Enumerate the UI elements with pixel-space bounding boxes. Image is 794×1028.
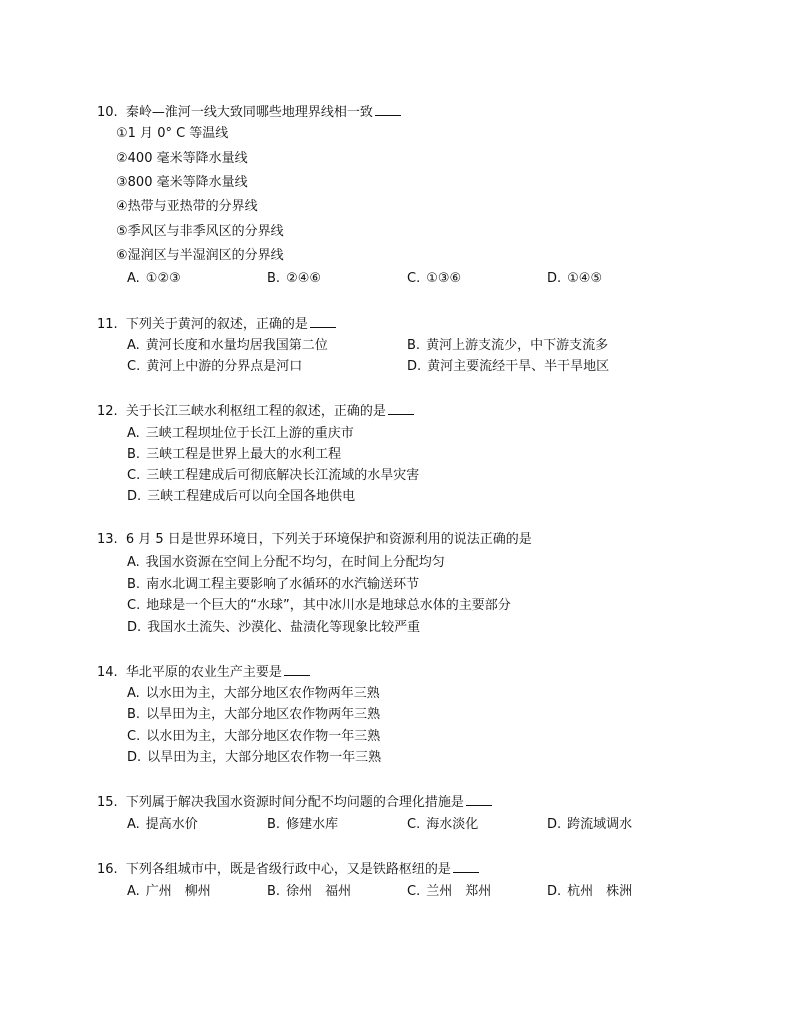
answer-blank bbox=[310, 315, 336, 328]
option-text: 黄河主要流经干旱、半干旱地区 bbox=[427, 359, 610, 374]
question-text: 6 月 5 日是世界环境日，下列关于环境保护和资源利用的说法正确的是 bbox=[125, 532, 532, 547]
option-letter: A. bbox=[127, 555, 140, 570]
question-number: 13. bbox=[97, 532, 118, 547]
option-b bbox=[127, 446, 341, 464]
option-letter: A. bbox=[127, 884, 140, 899]
question-text: 秦岭—淮河一线大致同哪些地理界线相一致 bbox=[125, 105, 373, 120]
option-letter: B. bbox=[407, 338, 421, 353]
option-c bbox=[407, 816, 478, 834]
option-c bbox=[127, 358, 302, 376]
option-c bbox=[127, 597, 511, 615]
option-letter: C. bbox=[407, 884, 421, 899]
option-c bbox=[407, 270, 461, 288]
option-text: 三峡工程建成后可以向全国各地供电 bbox=[147, 489, 356, 504]
option-letter: D. bbox=[127, 620, 142, 635]
option-text: 三峡工程是世界上最大的水利工程 bbox=[146, 447, 342, 462]
option-letter: A. bbox=[127, 271, 140, 286]
option-letter: B. bbox=[127, 447, 141, 462]
option-a bbox=[127, 883, 211, 901]
question-10-stem bbox=[97, 103, 401, 122]
question-number: 10. bbox=[97, 105, 118, 120]
option-letter: C. bbox=[407, 271, 421, 286]
option-a bbox=[127, 425, 354, 443]
option-c bbox=[127, 728, 380, 746]
option-letter: C. bbox=[127, 359, 141, 374]
option-text: 徐州 福州 bbox=[286, 884, 352, 899]
option-text: 以旱田为主，大部分地区农作物两年三熟 bbox=[146, 707, 381, 722]
option-letter: D. bbox=[547, 884, 562, 899]
option-letter: B. bbox=[267, 884, 281, 899]
option-d bbox=[547, 270, 602, 288]
question-16-stem bbox=[97, 860, 479, 879]
answer-blank bbox=[284, 663, 310, 676]
option-text: 以旱田为主，大部分地区农作物一年三熟 bbox=[147, 750, 382, 765]
option-text: 我国水土流失、沙漠化、盐渍化等现象比较严重 bbox=[147, 620, 421, 635]
option-b bbox=[267, 816, 338, 834]
option-b bbox=[127, 706, 380, 724]
option-text: 海水淡化 bbox=[426, 817, 479, 832]
statement-2: ②400 毫米等降水量线 bbox=[116, 151, 248, 166]
option-letter: B. bbox=[267, 271, 281, 286]
option-text: 南水北调工程主要影响了水循环的水汽输送环节 bbox=[146, 577, 420, 592]
option-letter: C. bbox=[127, 729, 141, 744]
option-text: ②④⑥ bbox=[286, 271, 322, 286]
option-letter: A. bbox=[127, 426, 140, 441]
option-text: 杭州 株洲 bbox=[567, 884, 633, 899]
option-letter: B. bbox=[267, 817, 281, 832]
option-b bbox=[267, 883, 351, 901]
option-text: 以水田为主，大部分地区农作物两年三熟 bbox=[145, 686, 380, 701]
option-letter: A. bbox=[127, 338, 140, 353]
question-15-stem bbox=[97, 793, 492, 812]
option-letter: A. bbox=[127, 686, 140, 701]
option-text: 黄河上游支流少，中下游支流多 bbox=[426, 338, 609, 353]
option-text: 以水田为主，大部分地区农作物一年三熟 bbox=[146, 729, 381, 744]
option-text: 广州 柳州 bbox=[145, 884, 211, 899]
statement-6: ⑥湿润区与半湿润区的分界线 bbox=[116, 248, 284, 263]
option-b bbox=[267, 270, 321, 288]
question-text: 下列各组城市中，既是省级行政中心，又是铁路枢纽的是 bbox=[125, 862, 451, 877]
option-a bbox=[127, 337, 328, 355]
option-letter: C. bbox=[407, 817, 421, 832]
option-letter: D. bbox=[407, 359, 422, 374]
option-text: 黄河上中游的分界点是河口 bbox=[146, 359, 303, 374]
option-d bbox=[127, 488, 355, 506]
option-text: ①④⑤ bbox=[567, 271, 603, 286]
question-number: 16. bbox=[97, 862, 118, 877]
option-d bbox=[127, 749, 381, 767]
option-a bbox=[127, 685, 380, 703]
answer-blank bbox=[375, 103, 401, 116]
option-d bbox=[547, 816, 632, 834]
option-letter: D. bbox=[127, 489, 142, 504]
question-number: 14. bbox=[97, 665, 118, 680]
option-d bbox=[127, 619, 420, 637]
option-a bbox=[127, 554, 445, 572]
question-14-stem bbox=[97, 663, 310, 682]
option-letter: D. bbox=[547, 817, 562, 832]
option-b bbox=[407, 337, 608, 355]
option-text: 黄河长度和水量均居我国第二位 bbox=[145, 338, 328, 353]
question-number: 12. bbox=[97, 404, 118, 419]
option-text: 三峡工程坝址位于长江上游的重庆市 bbox=[145, 426, 354, 441]
answer-blank bbox=[453, 860, 479, 873]
option-text: 跨流域调水 bbox=[567, 817, 633, 832]
option-text: 兰州 郑州 bbox=[426, 884, 492, 899]
option-letter: C. bbox=[127, 468, 141, 483]
statement-3: ③800 毫米等降水量线 bbox=[116, 175, 248, 190]
question-text: 关于长江三峡水利枢纽工程的叙述，正确的是 bbox=[125, 404, 386, 419]
option-letter: C. bbox=[127, 598, 141, 613]
question-12-stem bbox=[97, 402, 414, 421]
question-13-stem bbox=[97, 531, 532, 549]
option-text: 我国水资源在空间上分配不均匀，在时间上分配均匀 bbox=[145, 555, 445, 570]
option-text: 地球是一个巨大的“水球”，其中冰川水是地球总水体的主要部分 bbox=[146, 598, 511, 613]
option-text: 三峡工程建成后可彻底解决长江流域的水旱灾害 bbox=[146, 468, 420, 483]
option-letter: D. bbox=[547, 271, 562, 286]
option-letter: D. bbox=[127, 750, 142, 765]
question-text: 下列属于解决我国水资源时间分配不均问题的合理化措施是 bbox=[125, 795, 464, 810]
option-text: 修建水库 bbox=[286, 817, 339, 832]
answer-blank bbox=[466, 793, 492, 806]
option-c bbox=[407, 883, 491, 901]
statement-5: ⑤季风区与非季风区的分界线 bbox=[116, 224, 284, 239]
question-11-stem bbox=[97, 315, 336, 334]
answer-blank bbox=[388, 402, 414, 415]
option-b bbox=[127, 576, 419, 594]
question-text: 下列关于黄河的叙述，正确的是 bbox=[125, 317, 308, 332]
option-a bbox=[127, 816, 198, 834]
option-c bbox=[127, 467, 419, 485]
statement-4: ④热带与亚热带的分界线 bbox=[116, 199, 258, 214]
option-a bbox=[127, 270, 181, 288]
option-text: 提高水价 bbox=[145, 817, 198, 832]
statement-1: ①1 月 0° C 等温线 bbox=[116, 126, 229, 141]
option-letter: B. bbox=[127, 707, 141, 722]
option-text: ①③⑥ bbox=[426, 271, 462, 286]
option-d bbox=[407, 358, 609, 376]
question-number: 11. bbox=[97, 317, 118, 332]
option-d bbox=[547, 883, 632, 901]
question-number: 15. bbox=[97, 795, 118, 810]
option-letter: A. bbox=[127, 817, 140, 832]
option-letter: B. bbox=[127, 577, 141, 592]
question-text: 华北平原的农业生产主要是 bbox=[125, 665, 282, 680]
option-text: ①②③ bbox=[145, 271, 181, 286]
